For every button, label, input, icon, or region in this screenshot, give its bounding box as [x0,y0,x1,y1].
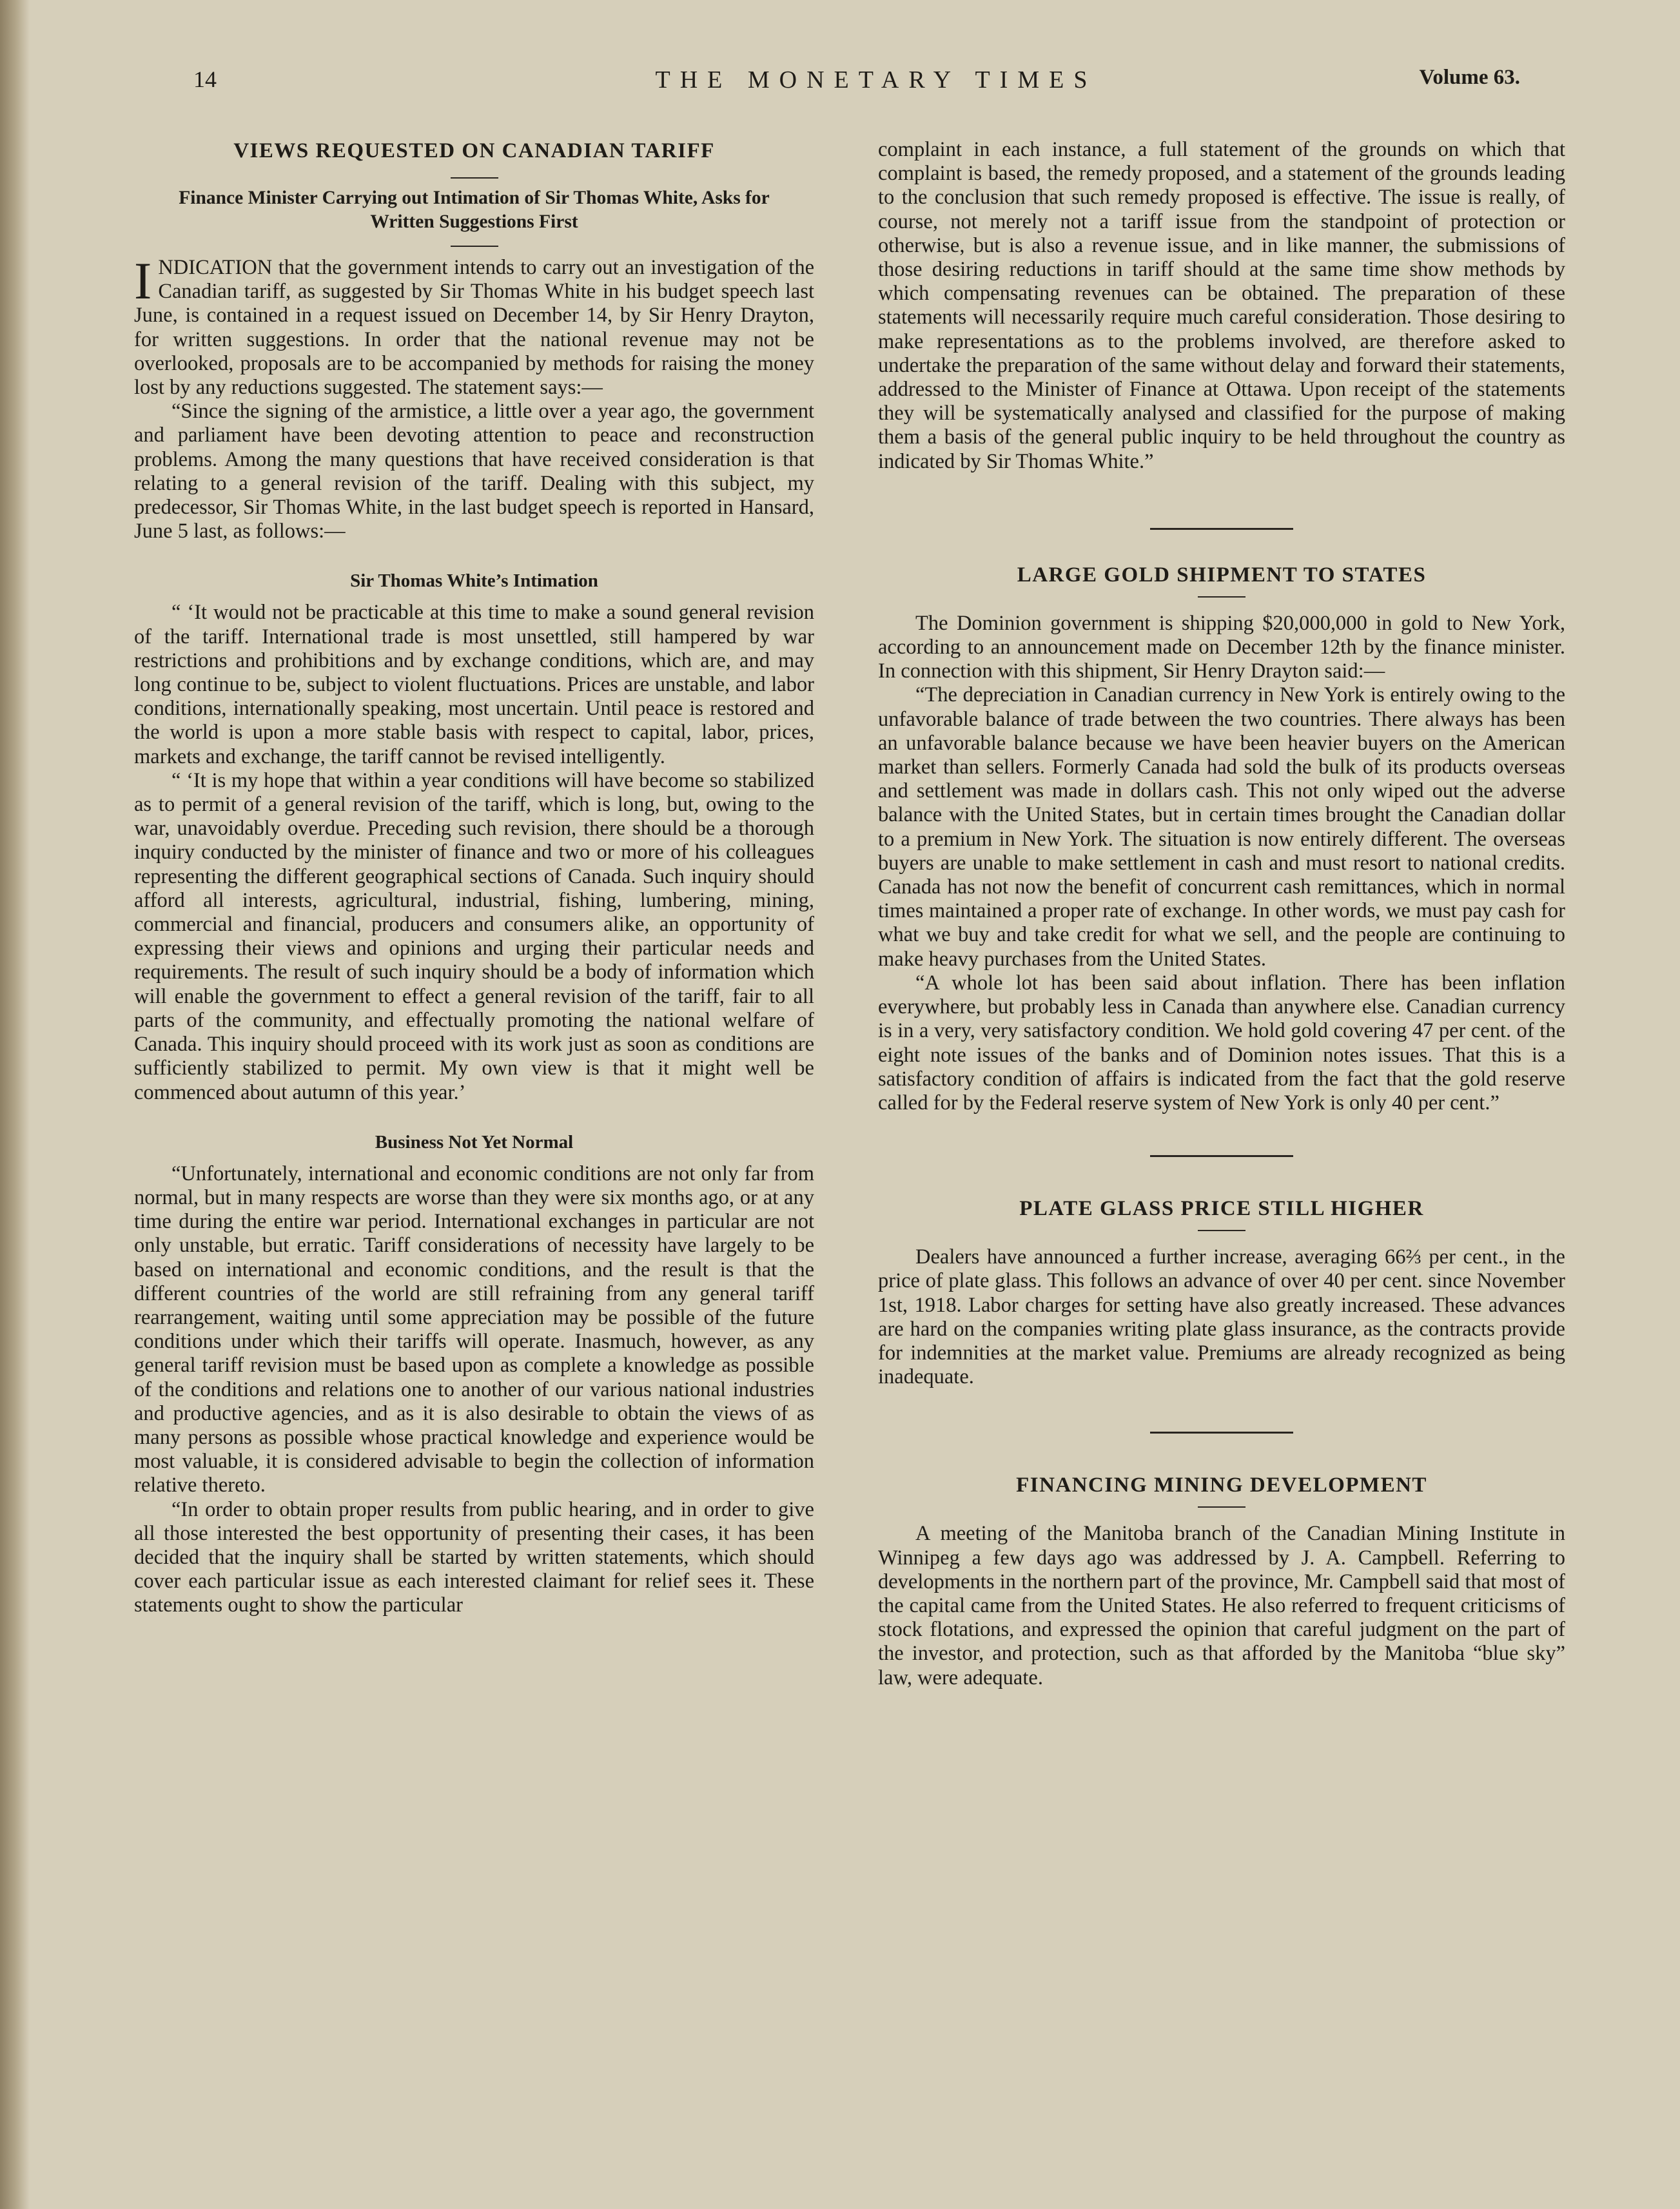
paragraph: The Dominion government is shipping $20,000,000 in gold to New York, according to an announcement made on December 12th by the finance minister. In connection with this shipment, Sir Henry Drayton said:— [878,611,1565,683]
volume-label: Volume 63. [1419,66,1520,89]
article-subtitle-tariff: Finance Minister Carrying out Intimation of Sir Thomas White, Asks for Written Suggestions First [179,188,770,232]
title-rule [1198,1230,1245,1231]
binding-edge [0,0,30,2209]
title-rule [1198,596,1245,598]
article-separator [1150,528,1293,530]
paragraph: “In order to obtain proper results from public hearing, and in order to give all those interested the best opportunity of presenting their cases, it has been decided that the inquiry shall be started by written statements, which should cover each particular issue as each interested claimant for relief sees it. These statements ought to show the particular [134,1497,814,1617]
masthead: THE MONETARY TIMES [655,66,1097,93]
drop-cap: I [134,251,152,310]
title-rule [1198,1506,1245,1508]
section-title: Sir Thomas White’s Intimation [350,570,598,592]
paragraph: “The depreciation in Canadian currency in New York is entirely owing to the unfavorable balance of trade between the two countries. There always has been an unfavorable balance because we have been heavier buyers on the American market than sellers. Formerly Canada had sold the bulk of its products overseas and settlement was made in dollars cash. This not only wiped out the adverse balance with the United States, but in certain times brought the Canadian dollar to a premium in New York. The situation is now entirely different. The overseas buyers are unable to make settlement in cash and must resort to national credits. Canada has not now the benefit of concurrent cash remittances, which in normal times maintained a proper rate of exchange. In other words, we must pay cash for what we buy and take credit for what we sell, and the people are continuing to make heavy purchases from the United States. [878,683,1565,971]
paragraph: “Since the signing of the armistice, a little over a year ago, the government and parliament have been devoting attention to peace and reconstruction problems. Among the many questions that have received consideration is that relating to a general revision of the tariff. Dealing with this subject, my predecessor, Sir Thomas White, in the last budget speech is reported in Hansard, June 5 last, as follows:— [134,400,814,543]
paragraph-text: NDICATION that the government intends to carry out an investigation of the Canadian tariff, as suggested by Sir Thomas White in his budget speech last June, is contained in a request issued on December 14, by Sir Henry Drayton, for written suggestions. In order that the national revenue may not be overlooked, proposals are to be accompanied by methods for raising the money lost by any reductions suggested. The statement says:— [134,256,814,400]
title-rule [451,177,498,179]
right-column [878,138,1565,1690]
section-title: Business Not Yet Normal [375,1131,574,1153]
left-column [134,135,814,1618]
paragraph: “ ‘It is my hope that within a year conditions will have become so stabilized as to permit of a general revision of the tariff, which is long, but, owing to the war, unavoidably overdue. Preceding such revision, there should be a thorough inquiry conducted by the minister of finance and two or more of his colleagues representing the different geographical sections of Canada. Such inquiry should afford all interests, agricultural, industrial, fishing, lumbering, mining, commercial and financial, producers and consumers alike, an opportunity of expressing their views and opinions and urging their particular needs and requirements. The result of such inquiry should be a body of information which will enable the government to effect a general revision of the tariff, fair to all parts of the community, and effectually promoting the national welfare of Canada. This inquiry should proceed with its work just as soon as conditions are sufficiently stabilized to permit. My own view is that it might well be commenced about autumn of this year.’ [134,768,814,1104]
page-header [193,66,1520,104]
article-separator [1150,1432,1293,1434]
page-number: 14 [193,66,217,92]
paragraph: “Unfortunately, international and economic conditions are not only far from normal, but in many respects are worse than they were six months ago, or at any time during the entire war period. International exchanges in particular are not only unstable, but erratic. Tariff considerations of necessity have largely to be based on international and economic conditions, and the result is that the different countries of the world are still refraining from any general tariff rearrangement, waiting until some appreciation may be possible of the future conditions under which their tariffs will operate. Inasmuch, however, as any general tariff revision must be based upon as complete a knowledge as possible of the conditions and relations one to another of our various national industries and productive agencies, and as it is also desirable to obtain the views of as many persons as possible whose practical knowledge and experience would be most valuable, it is considered advisable to begin the collection of information relative thereto. [134,1162,814,1497]
article-title-mining: FINANCING MINING DEVELOPMENT [1016,1474,1427,1497]
article-title-tariff: VIEWS REQUESTED ON CANADIAN TARIFF [233,139,715,162]
paragraph-continued: complaint in each instance, a full statement of the grounds on which that complaint is based, the remedy proposed, and a statement of the grounds leading to the conclusion that such remedy proposed is effective. The issue is really, of course, not merely not a tariff issue from the standpoint of protection or otherwise, but is also a revenue issue, and in like manner, the submissions of those desiring reductions in tariff should at the same time show methods by which compensating revenues can be obtained. The preparation of these statements will necessarily require much careful consideration. Those desiring to make representations as to the problems involved, are therefore asked to undertake the preparation of the same without delay and forward their statements, addressed to the Minister of Finance at Ottawa. Upon receipt of the statements they will be systematically analysed and classified for the purpose of making them a basis of the general public inquiry to be held throughout the country as indicated by Sir Thomas White.” [878,138,1565,473]
paragraph: A meeting of the Manitoba branch of the Canadian Mining Institute in Winnipeg a few days ago was addressed by J. A. Campbell. Referring to developments in the northern part of the province, Mr. Campbell said that most of the capital came from the United States. He also referred to frequent criticisms of stock flotations, and expressed the opinion that careful judgment on the part of the investor, and protection, such as that afforded by the Manitoba “blue sky” law, were adequate. [878,1522,1565,1689]
paragraph [134,251,814,400]
paragraph: “A whole lot has been said about inflation. There has been inflation everywhere, but probably less in Canada than anywhere else. Canadian currency is in a very, very satisfactory condition. We hold gold covering 47 per cent. of the eight note issues of the banks and of Dominion notes issues. That this is a satisfactory condition of affairs is indicated from the fact that the gold reserve called for by the Federal reserve system of New York is only 40 per cent.” [878,971,1565,1114]
subtitle-rule [451,246,498,247]
paragraph: Dealers have announced a further increase, averaging 66⅔ per cent., in the price of plate glass. This follows an advance of over 40 per cent. since November 1st, 1918. Labor charges for setting have also greatly increased. These advances are hard on the companies writing plate glass insurance, as the contracts provide for indemnities at the market value. Premiums are already recognized as being inadequate. [878,1245,1565,1389]
article-title-gold: LARGE GOLD SHIPMENT TO STATES [1017,563,1427,587]
article-title-plate-glass: PLATE GLASS PRICE STILL HIGHER [1019,1197,1424,1221]
paragraph: “ ‘It would not be practicable at this time to make a sound general revision of the tariff. International trade is most unsettled, still hampered by war restrictions and prohibitions and by exchange conditions, which are, and may long continue to be, subject to violent fluctuations. Prices are unstable, and labor conditions, internationally speaking, most uncertain. Until peace is restored and the world is upon a more stable basis with respect to capital, labor, prices, markets and exchange, the tariff cannot be revised intelligently. [134,601,814,768]
article-separator [1150,1155,1293,1157]
